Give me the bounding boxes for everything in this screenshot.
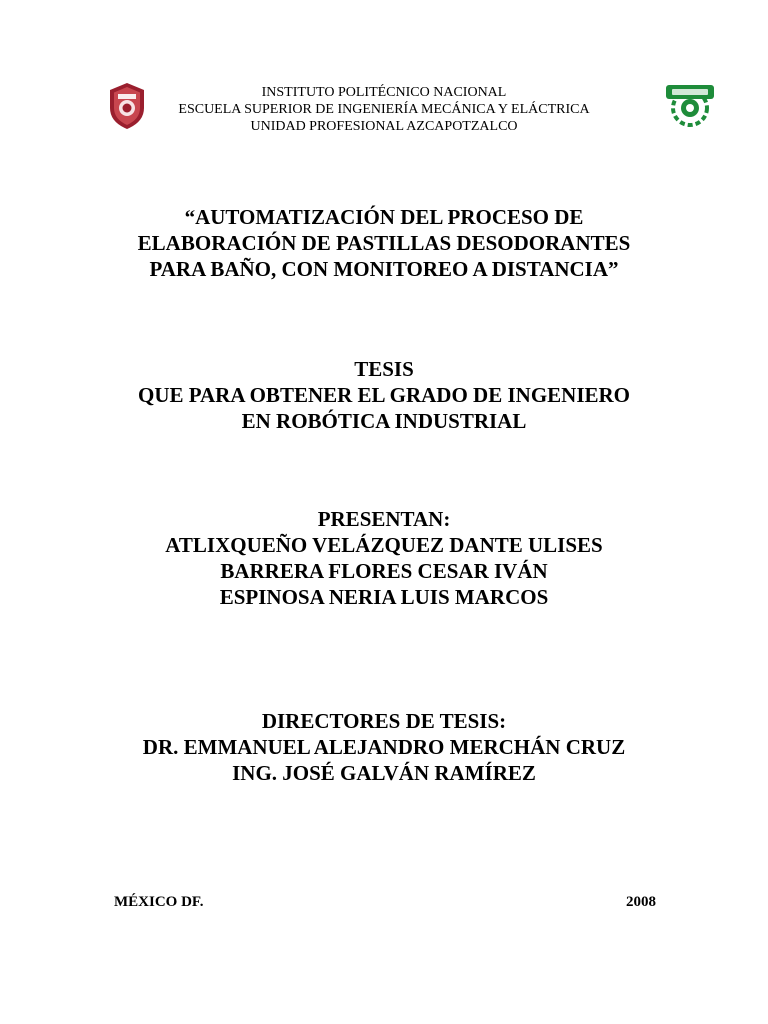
title-line: “AUTOMATIZACIÓN DEL PROCESO DE [184,205,584,229]
title-line: ELABORACIÓN DE PASTILLAS DESODORANTES [137,231,631,255]
institution-name: INSTITUTO POLITÉCNICO NACIONAL [261,85,507,100]
school-name: ESCUELA SUPERIOR DE INGENIERÍA MECÁNICA Y ELÁCTRICA [178,102,590,117]
esime-logo [664,82,716,128]
author-name: BARRERA FLORES CESAR IVÁN [220,559,548,583]
degree-line: EN ROBÓTICA INDUSTRIAL [241,409,527,433]
thesis-title [0,204,768,282]
authors-section [0,506,768,610]
author-name: ATLIXQUEÑO VELÁZQUEZ DANTE ULISES [165,533,603,557]
place-label: MÉXICO DF. [114,894,204,910]
degree-line: QUE PARA OBTENER EL GRADO DE INGENIERO [137,383,631,407]
director-name: ING. JOSÉ GALVÁN RAMÍREZ [232,761,536,785]
degree-statement [0,356,768,434]
year-label: 2008 [626,894,656,910]
tesis-heading: TESIS [354,357,414,381]
directores-heading: DIRECTORES DE TESIS: [261,709,507,733]
author-name: ESPINOSA NERIA LUIS MARCOS [219,585,549,609]
campus-name: UNIDAD PROFESIONAL AZCAPOTZALCO [250,119,518,134]
presentan-heading: PRESENTAN: [317,507,451,531]
title-line: PARA BAÑO, CON MONITOREO A DISTANCIA” [149,257,619,281]
institution-header [0,84,768,135]
director-name: DR. EMMANUEL ALEJANDRO MERCHÁN CRUZ [142,735,626,759]
esime-logo-icon [664,82,716,128]
directors-section [0,708,768,786]
